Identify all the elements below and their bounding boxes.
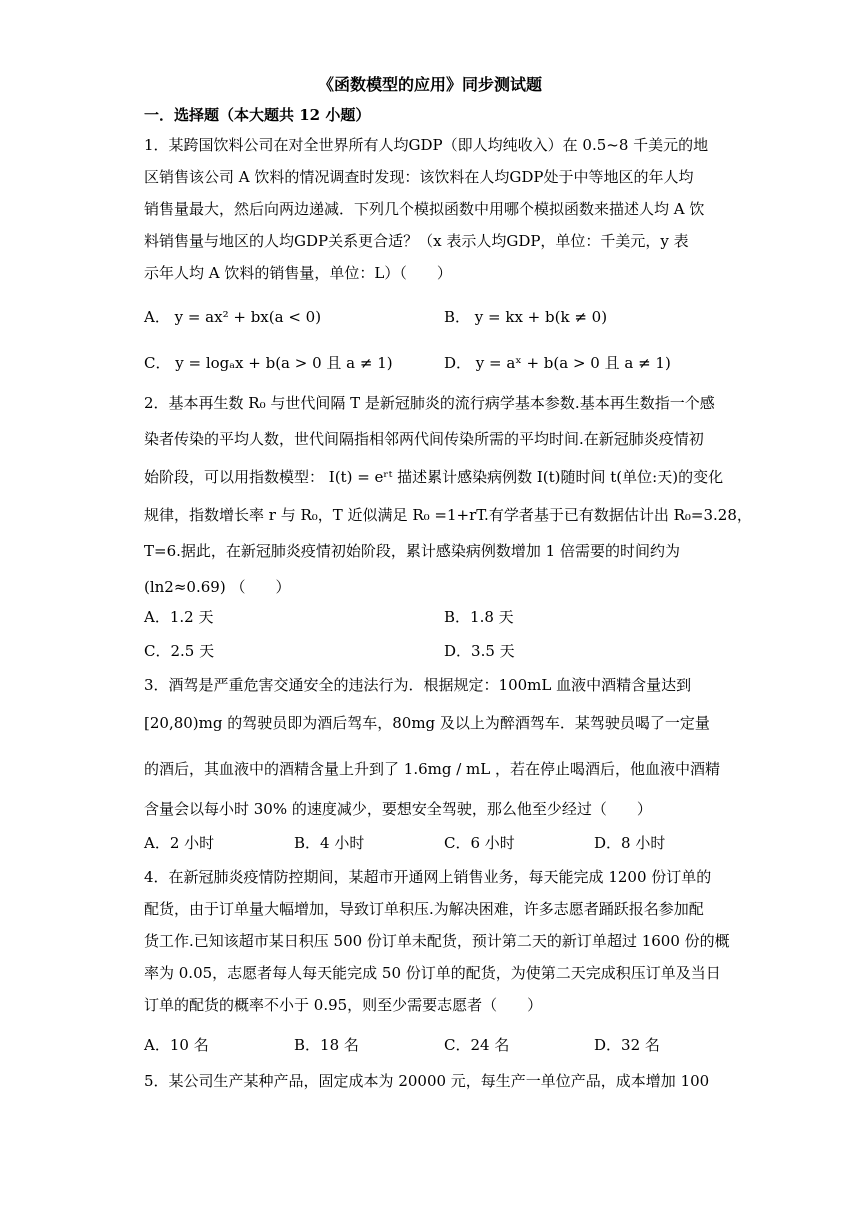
q2-line-3: 始阶段，可以用指数模型： I(t) = eʳᵗ 描述累计感染病例数 I(t)随时间 t(单位:天)的变化 (144, 468, 724, 486)
q2-line-1: 2．基本再生数 R₀ 与世代间隔 T 是新冠肺炎的流行病学基本参数.基本再生数指一个感 (144, 394, 715, 412)
q3-option-a: A．2 小时 (144, 834, 215, 852)
q3-option-c: C．6 小时 (444, 834, 515, 852)
q1-option-b: B． y = kx + b(k ≠ 0) (444, 308, 608, 326)
q3-line-2: [20,80)mg 的驾驶员即为酒后驾车，80mg 及以上为醉酒驾车．某驾驶员喝了一定量 (144, 714, 710, 732)
page-title: 《函数模型的应用》同步测试题 (317, 75, 542, 94)
q4-option-d: D．32 名 (594, 1036, 660, 1054)
q2-line-2: 染者传染的平均人数，世代间隔指相邻两代间传染所需的平均时间.在新冠肺炎疫情初 (144, 430, 704, 448)
q2-line-4: 规律，指数增长率 r 与 R₀，T 近似满足 R₀ =1+rT.有学者基于已有数据估计出 R₀=3.28， (144, 506, 752, 524)
q1-line-4: 料销售量与地区的人均GDP关系更合适？（x 表示人均GDP，单位：千美元，y 表 (144, 232, 689, 250)
q3-line-3: 的酒后，其血液中的酒精含量上升到了 1.6mg / mL ，若在停止喝酒后，他血液中酒精 (144, 760, 720, 778)
q3-line-4: 含量会以每小时 30% 的速度减少，要想安全驾驶，那么他至少经过（ ） (144, 800, 652, 818)
q3-option-b: B．4 小时 (294, 834, 365, 852)
q4-option-a: A．10 名 (144, 1036, 209, 1054)
q2-line-5: T=6.据此，在新冠肺炎疫情初始阶段，累计感染病例数增加 1 倍需要的时间约为 (144, 542, 680, 560)
q2-option-d: D．3.5 天 (444, 642, 515, 660)
q2-option-c: C．2.5 天 (144, 642, 215, 660)
q1-option-c: C． y = logₐx + b(a > 0 且 a ≠ 1) (144, 354, 393, 372)
q2-line-6: (ln2≈0.69) （ ） (144, 578, 291, 596)
section-heading: 一．选择题（本大题共 12 小题） (144, 106, 371, 124)
q4-line-4: 率为 0.05，志愿者每人每天能完成 50 份订单的配货，为使第二天完成积压订单及当日 (144, 964, 721, 982)
q4-option-c: C．24 名 (444, 1036, 510, 1054)
q1-option-d: D． y = aˣ + b(a > 0 且 a ≠ 1) (444, 354, 671, 372)
q2-option-a: A．1.2 天 (144, 608, 214, 626)
q4-line-3: 货工作.已知该超市某日积压 500 份订单未配货，预计第二天的新订单超过 1600 份的概 (144, 932, 730, 950)
q4-option-b: B．18 名 (294, 1036, 359, 1054)
q4-line-5: 订单的配货的概率不小于 0.95，则至少需要志愿者（ ） (144, 996, 543, 1014)
q1-line-1: 1．某跨国饮料公司在对全世界所有人均GDP（即人均纯收入）在 0.5~8 千美元的地 (144, 136, 709, 154)
q1-line-5: 示年人均 A 饮料的销售量，单位：L）（ ） (144, 264, 452, 282)
q1-option-a: A． y = ax² + bx(a < 0) (144, 308, 322, 326)
q1-line-3: 销售量最大，然后向两边递减．下列几个模拟函数中用哪个模拟函数来描述人均 A 饮 (144, 200, 705, 218)
q5-line-1: 5．某公司生产某种产品，固定成本为 20000 元，每生产一单位产品，成本增加 100 (144, 1072, 710, 1090)
q3-line-1: 3．酒驾是严重危害交通安全的违法行为．根据规定：100mL 血液中酒精含量达到 (144, 676, 692, 694)
q4-line-2: 配货，由于订单量大幅增加，导致订单积压.为解决困难，许多志愿者踊跃报名参加配 (144, 900, 704, 918)
q2-option-b: B．1.8 天 (444, 608, 514, 626)
q3-option-d: D．8 小时 (594, 834, 666, 852)
q4-line-1: 4．在新冠肺炎疫情防控期间，某超市开通网上销售业务，每天能完成 1200 份订单的 (144, 868, 712, 886)
q1-line-2: 区销售该公司 A 饮料的情况调查时发现：该饮料在人均GDP处于中等地区的年人均 (144, 168, 694, 186)
